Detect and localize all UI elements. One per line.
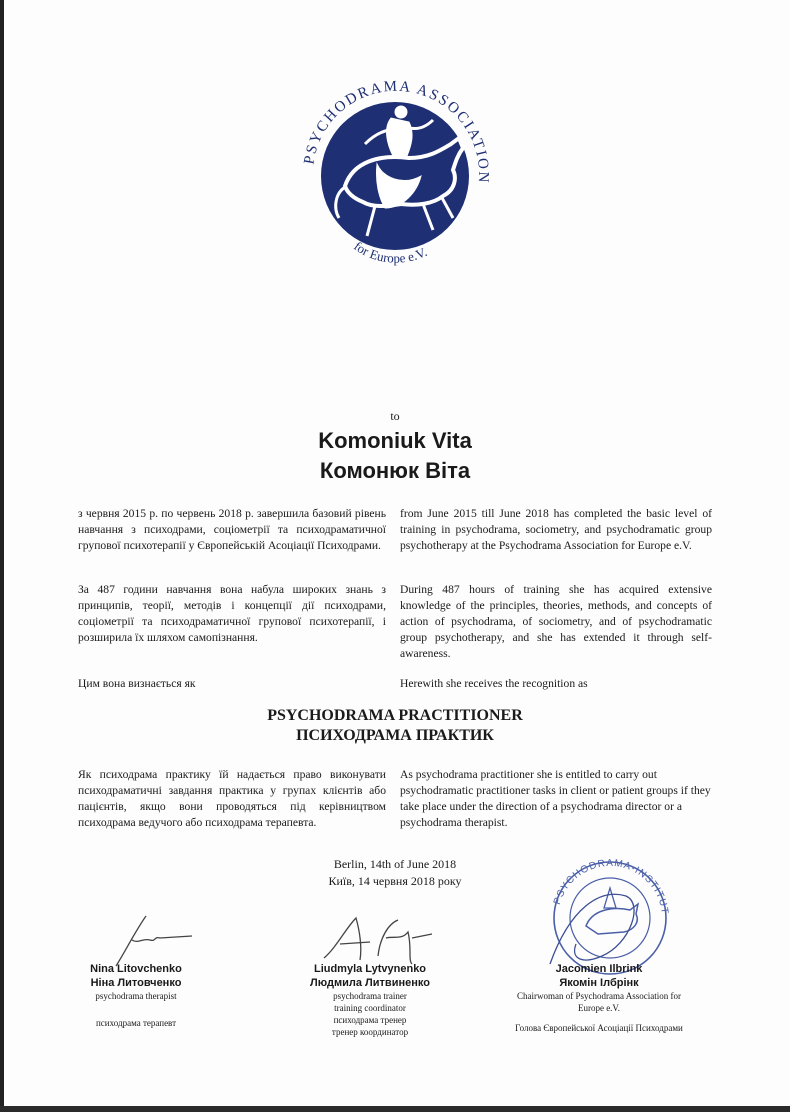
paragraph-1-en: from June 2015 till June 2018 has completed the basic level of training in psychodrama, sociometry, and psychodramatic group psychotherapy at the Psychodrama Association for Europe e.V.: [400, 507, 712, 552]
recipient-name-uk: Комонюк Віта: [319, 458, 471, 483]
signatory-2-role-2: training coordinator: [334, 1003, 406, 1013]
signatory-1-role-1: psychodrama therapist: [95, 991, 177, 1001]
entitlement-en: As psychodrama practitioner she is entitled to carry out psychodramatic practitioner tasks in client or patient groups if they take place under the direction of a psychodrama director or a psychodrama therapist.: [400, 768, 711, 829]
recipient-name-en: Komoniuk Vita: [318, 428, 472, 453]
scan-edge-bottom: [0, 1106, 790, 1112]
signatory-1-role-2: [56, 1002, 216, 1014]
paragraph-2-en: During 487 hours of training she has acquired extensive knowledge of the principles, theories, methods, and concepts of action of psychodrama, of sociometry, and of psychodramatic group psychotherapy, and she has extended it through self-awareness.: [400, 583, 712, 660]
stamp-text: PSYCHODRAMA-INSTITUT: [551, 857, 670, 916]
entitlement-uk: Як психодрама практику їй надається право виконувати психодраматичні завдання практика у групах клієнтів або пацієнтів, якщо вони проводяться під керівництвом психодрама ведучого або психодрама терапевта.: [78, 768, 386, 829]
paragraph-3-uk: Цим вона визнається як: [78, 677, 196, 690]
signatory-3-role-3: [494, 1014, 704, 1022]
signatory-1-role-3: психодрама терапевт: [95, 1018, 177, 1028]
signatory-3-role-1: Chairwoman of Psychodrama Association for: [517, 991, 681, 1001]
signature-lytvynenko: [316, 908, 436, 968]
to-label: to: [390, 409, 400, 423]
signatory-2: [290, 962, 450, 1038]
signatory-3-role-2: Europe e.V.: [577, 1003, 621, 1013]
signatory-2-name-en: Liudmyla Lytvynenko: [313, 963, 427, 975]
logo-ring-text-top: PSYCHODRAMA ASSOCIATION: [301, 78, 492, 185]
signatory-3-name-en: Jacomien Ilbrink: [555, 963, 643, 975]
logo-ring-text-bottom: for Europe e.V.: [351, 238, 430, 266]
paragraph-3-en: Herewith she receives the recognition as: [400, 677, 588, 690]
place-date-uk: Київ, 14 червня 2018 року: [328, 874, 462, 888]
signatory-1-name-uk: Ніна Литовченко: [90, 977, 182, 989]
signatory-2-role-4: тренер координатор: [331, 1027, 409, 1037]
signatory-3-role-4: Голова Європейської Асоціації Психодрами: [515, 1023, 683, 1033]
signatory-1: [56, 962, 216, 1029]
place-date-en: Berlin, 14th of June 2018: [333, 857, 457, 871]
signatory-2-role-1: psychodrama trainer: [333, 991, 407, 1001]
recognition-title-en: PSYCHODRAMA PRACTITIONER: [267, 707, 523, 724]
signatory-1-name-en: Nina Litovchenko: [90, 963, 182, 975]
paragraph-1-uk: з червня 2015 р. по червень 2018 р. завершила базовий рівень навчання з психодрами, соціометрії та психодраматичної групової психотерапії у Європейській Асоціації Психодрами.: [78, 507, 386, 552]
association-logo: [283, 58, 508, 278]
institute-stamp: [540, 848, 680, 978]
recognition-title-uk: ПСИХОДРАМА ПРАКТИК: [296, 727, 494, 744]
signatory-3-name-uk: Якомін Ілбрінк: [559, 977, 639, 989]
scan-edge-left: [0, 0, 4, 1112]
signatory-3: [494, 962, 704, 1034]
paragraph-2-uk: За 487 години навчання вона набула широких знань з принципів, теорії, методів і концепції дії психодрами, соціометрії та психодраматичної групової психотерапії, і розширила їх шляхом самопізнання.: [78, 583, 386, 644]
signatory-2-name-uk: Людмила Литвиненко: [310, 977, 430, 989]
signatory-2-role-3: психодрама тренер: [333, 1015, 407, 1025]
signature-litovchenko: [96, 910, 206, 970]
